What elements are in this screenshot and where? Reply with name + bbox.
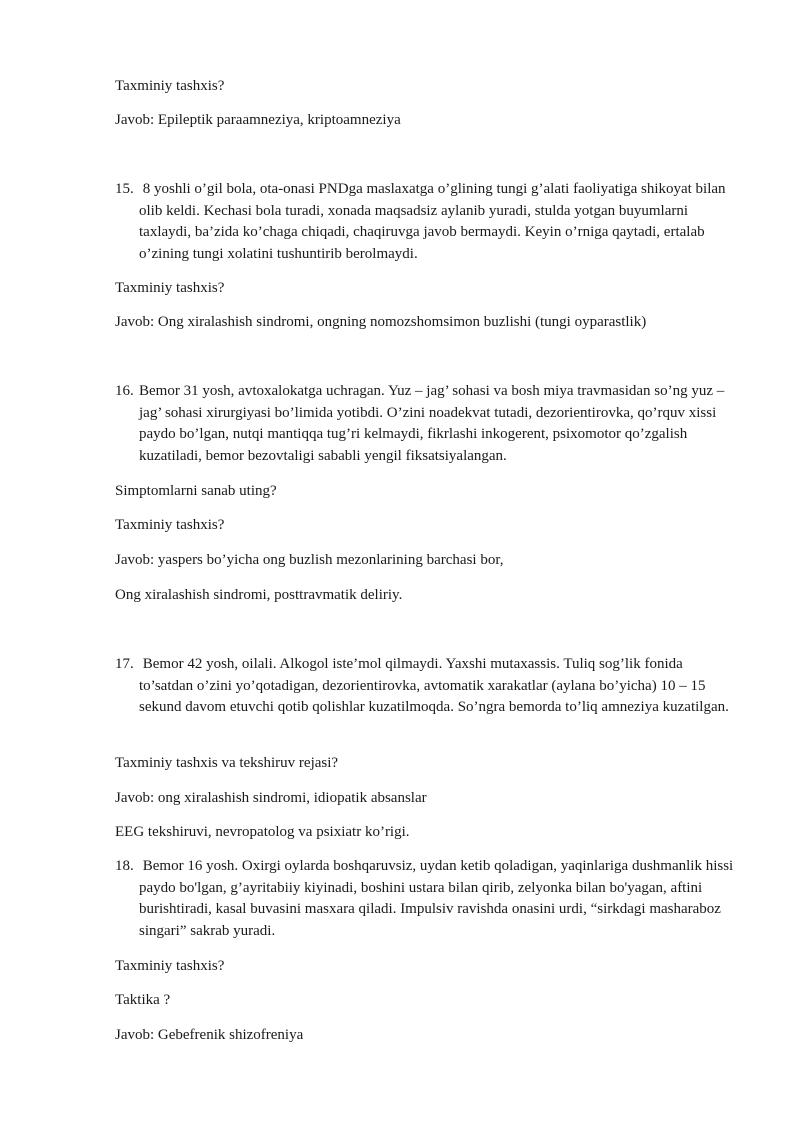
case-number: 16. [115, 383, 134, 399]
case-paragraph [115, 179, 735, 266]
case-text: Bemor 31 yosh, avtoxalokatga uchragan. Yuz – jag’ sohasi va bosh miya travmasidan so’ng yuz – jag’ sohasi xirurgiyasi bo’limida yotibdi. O’zini noadekvat tutadi, dezorientirovka, qo’rquv xissi paydo bo’lgan, nutqi mantiqqa tug’ri kelmaydi, fikrlashi inkogerent, psixomotor qo’zgalish kuzatiladi, bemor bezovtaligi sababli yengil fiksatsiyalangan. [139, 383, 725, 465]
case-number: 17. [115, 656, 134, 672]
answer-text: Javob: ong xiralashish sindromi, idiopatik absanslar [115, 790, 427, 806]
case-number: 18. [115, 858, 134, 874]
answer-text: Javob: Epileptik paraamneziya, kriptoamneziya [115, 112, 401, 128]
answer-text: Ong xiralashish sindromi, posttravmatik deliriy. [115, 587, 403, 603]
answer-text: Javob: Ong xiralashish sindromi, ongning nomozshomsimon buzlishi (tungi oyparastlik) [115, 314, 647, 330]
answer-text: EEG tekshiruvi, nevropatolog va psixiatr ko’rigi. [115, 824, 410, 840]
case-paragraph [115, 856, 735, 943]
question-text: Simptomlarni sanab uting? [115, 483, 277, 499]
answer-text: Javob: yaspers bo’yicha ong buzlish mezonlarining barchasi bor, [115, 552, 504, 568]
question-text: Taxminiy tashxis? [115, 78, 225, 94]
question-text: Taxminiy tashxis va tekshiruv rejasi? [115, 755, 339, 771]
case-text: 8 yoshli o’gil bola, ota-onasi PNDga maslaxatga o’glining tungi g’alati faoliyatiga shikoyat bilan olib keldi. Kechasi bola turadi, xonada maqsadsiz aylanib yuradi, stulda yotgan buyumlarni taxlaydi, ba’zida ko’chaga chiqadi, chaqiruvga javob bermaydi. Keyin o’rniga qaytadi, ertalab o’zining tungi xolatini tushuntirib berolmaydi. [139, 181, 726, 263]
question-text: Taxminiy tashxis? [115, 517, 225, 533]
answer-text: Javob: Gebefrenik shizofreniya [115, 1027, 304, 1043]
question-text: Taxminiy tashxis? [115, 958, 225, 974]
question-text: Taktika ? [115, 992, 171, 1008]
case-paragraph [115, 654, 735, 719]
case-paragraph [115, 381, 735, 468]
case-text: Bemor 42 yosh, oilali. Alkogol iste’mol qilmaydi. Yaxshi mutaxassis. Tuliq sog’lik fonida to’satdan o’zini yo’qotadigan, dezorientirovka, avtomatik xarakatlar (aylana bo’yicha) 10 – 15 sekund davom etuvchi qotib qolishlar kuzatilmoqda. So’ngra bemorda to’liq amneziya kuzatilgan. [139, 656, 729, 716]
case-number: 15. [115, 181, 134, 197]
case-text: Bemor 16 yosh. Oxirgi oylarda boshqaruvsiz, uydan ketib qoladigan, yaqinlariga dushmanlik hissi paydo bo'lgan, g’ayritabiiy kiyinadi, boshini ustara bilan qirib, zelyonka bilan bo'yagan, aftini burishtiradi, kasal buvasini masxara qiladi. Impulsiv ravishda onasini urdi, “sirkdagi masharaboz singari” sakrab yuradi. [139, 858, 734, 940]
question-text: Taxminiy tashxis? [115, 280, 225, 296]
